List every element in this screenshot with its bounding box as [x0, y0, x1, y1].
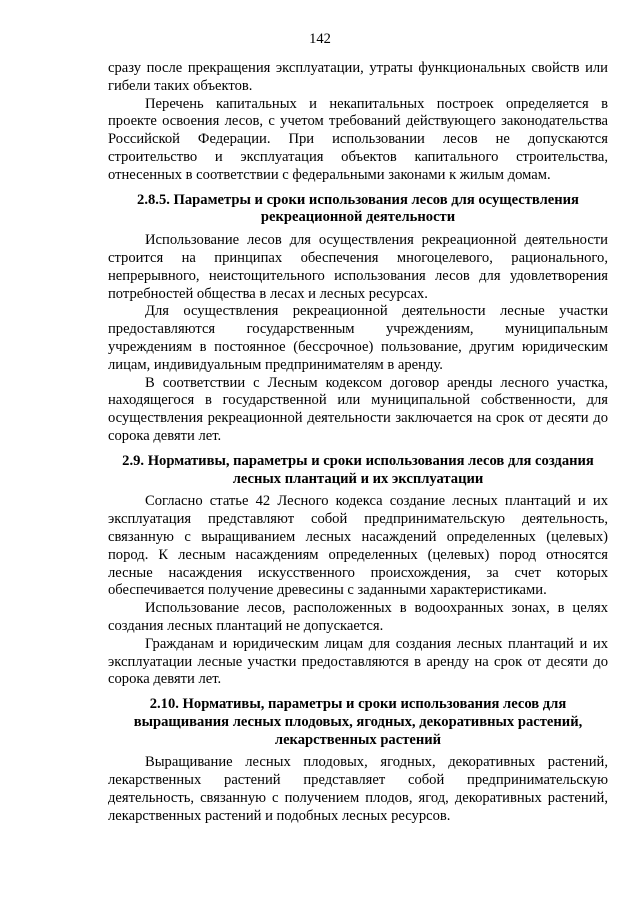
paragraph: Для осуществления рекреационной деятельности лесные участки предоставляются государственным учреждениям, муниципальным учреждениям в постоянное (бессрочное) пользование, другим юридическим лицам, индивидуальным предпринимателям в аренду.: [108, 303, 608, 373]
page-number: 142: [309, 31, 331, 47]
paragraph: Выращивание лесных плодовых, ягодных, декоративных растений, лекарственных растений представляет собой предпринимательскую деятельность, связанную с получением плодов, ягод, декоративных растений, лекарственных растений и подобных лесных ресурсов.: [108, 754, 608, 824]
section-heading: 2.8.5. Параметры и сроки использования лесов для осуществления рекреационной деятельности: [137, 191, 579, 226]
section-heading: 2.10. Нормативы, параметры и сроки использования лесов для выращивания лесных плодовых, ягодных, декоративных растений, лекарственных растений: [133, 696, 583, 748]
document-body: [108, 60, 608, 826]
paragraph: В соответствии с Лесным кодексом договор аренды лесного участка, находящегося в государственной или муниципальной собственности, для осуществления рекреационной деятельности заключается на срок от десяти до сорока девяти лет.: [108, 374, 608, 444]
paragraph: сразу после прекращения эксплуатации, утраты функциональных свойств или гибели таких объектов.: [108, 60, 608, 94]
paragraph: Гражданам и юридическим лицам для создания лесных плантаций и их эксплуатации лесные участки предоставляются в аренду на срок от десяти до сорока девяти лет.: [108, 635, 608, 688]
section-heading: 2.9. Нормативы, параметры и сроки использования лесов для создания лесных плантаций и их эксплуатации: [122, 452, 594, 487]
paragraph: Согласно статье 42 Лесного кодекса создание лесных плантаций и их эксплуатация представляют собой предпринимательскую деятельность, связанную с выращиванием лесных насаждений определенных (целевых) пород. К лесным насаждениям определенных (целевых) пород относятся лесные насаждения искусственного происхождения, за счет которых обеспечивается получение древесины с заданными характеристиками.: [108, 493, 608, 599]
paragraph: Перечень капитальных и некапитальных построек определяется в проекте освоения лесов, с учетом требований действующего законодательства Российской Федерации. При использовании лесов не допускаются строительство и эксплуатация объектов капитального строительства, отнесенных в соответствии с федеральными законами к жилым домам.: [108, 95, 608, 183]
paragraph: Использование лесов, расположенных в водоохранных зонах, в целях создания лесных плантаций не допускается.: [108, 600, 608, 634]
paragraph: Использование лесов для осуществления рекреационной деятельности строится на принципах обеспечения многоцелевого, рационального, непрерывного, неистощительного использования лесов для удовлетворения потребностей общества в лесах и лесных ресурсах.: [108, 232, 608, 302]
